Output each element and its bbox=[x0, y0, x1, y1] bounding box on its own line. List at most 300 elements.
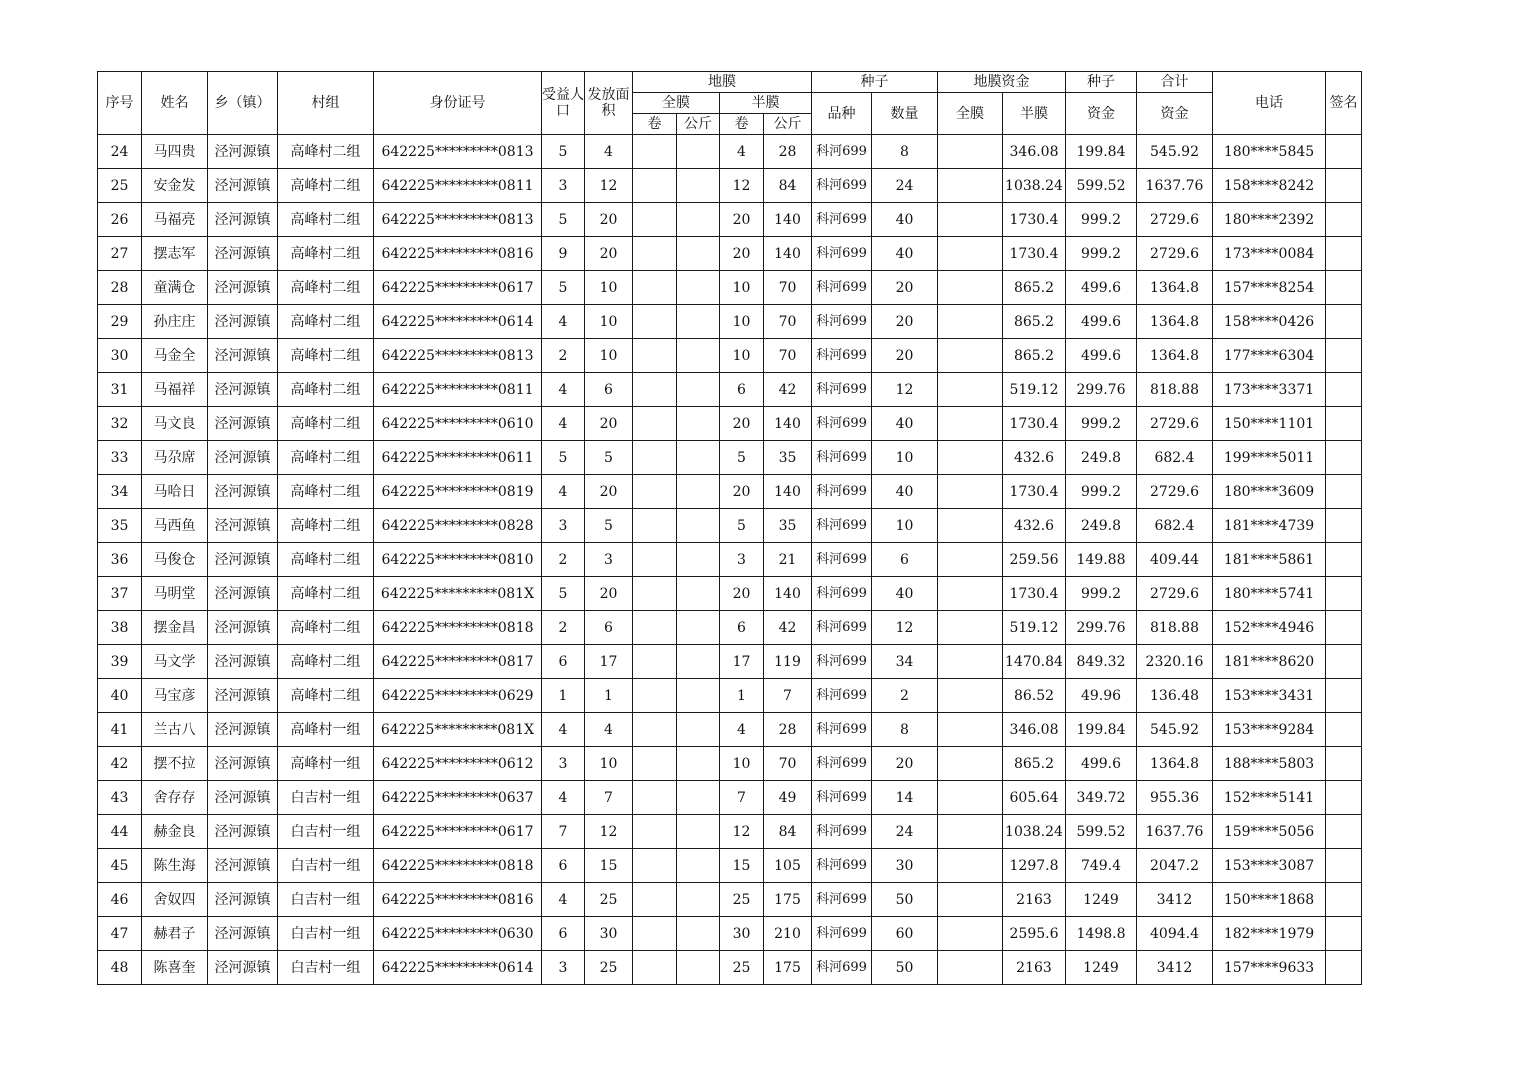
cell-full-kg bbox=[677, 781, 720, 815]
cell-phone: 153****9284 bbox=[1213, 713, 1326, 747]
cell-half-roll: 20 bbox=[720, 237, 764, 271]
cell-area: 6 bbox=[585, 373, 633, 407]
cell-id: 642225*********0813 bbox=[374, 135, 542, 169]
cell-id: 642225*********0612 bbox=[374, 747, 542, 781]
cell-film-fund-half: 86.52 bbox=[1003, 679, 1066, 713]
cell-half-roll: 6 bbox=[720, 373, 764, 407]
cell-beneficiaries: 2 bbox=[542, 543, 585, 577]
cell-quantity: 24 bbox=[872, 815, 938, 849]
cell-township: 泾河源镇 bbox=[208, 815, 278, 849]
cell-half-kg: 7 bbox=[764, 679, 812, 713]
table-row bbox=[98, 917, 1362, 951]
cell-full-kg bbox=[677, 339, 720, 373]
cell-half-roll: 20 bbox=[720, 577, 764, 611]
cell-sign bbox=[1326, 543, 1362, 577]
cell-seed-fund: 499.6 bbox=[1066, 747, 1137, 781]
header-total-top: 合计 bbox=[1137, 72, 1213, 93]
cell-half-kg: 70 bbox=[764, 747, 812, 781]
cell-film-fund-half: 865.2 bbox=[1003, 747, 1066, 781]
cell-township: 泾河源镇 bbox=[208, 713, 278, 747]
table-row bbox=[98, 373, 1362, 407]
cell-quantity: 14 bbox=[872, 781, 938, 815]
cell-name: 马四贵 bbox=[142, 135, 208, 169]
cell-sign bbox=[1326, 781, 1362, 815]
cell-area: 5 bbox=[585, 509, 633, 543]
cell-half-kg: 175 bbox=[764, 883, 812, 917]
cell-half-kg: 49 bbox=[764, 781, 812, 815]
cell-half-roll: 25 bbox=[720, 951, 764, 985]
cell-id: 642225*********0817 bbox=[374, 645, 542, 679]
cell-sign bbox=[1326, 169, 1362, 203]
cell-seed-fund: 249.8 bbox=[1066, 441, 1137, 475]
cell-id: 642225*********0811 bbox=[374, 373, 542, 407]
cell-phone: 158****8242 bbox=[1213, 169, 1326, 203]
cell-village: 高峰村二组 bbox=[278, 407, 374, 441]
cell-quantity: 20 bbox=[872, 339, 938, 373]
cell-half-roll: 4 bbox=[720, 135, 764, 169]
cell-no: 24 bbox=[98, 135, 142, 169]
cell-id: 642225*********0630 bbox=[374, 917, 542, 951]
table-row bbox=[98, 577, 1362, 611]
cell-variety: 科河699 bbox=[812, 951, 872, 985]
cell-area: 20 bbox=[585, 475, 633, 509]
cell-phone: 188****5803 bbox=[1213, 747, 1326, 781]
cell-full-roll bbox=[633, 135, 677, 169]
cell-township: 泾河源镇 bbox=[208, 475, 278, 509]
header-variety: 品种 bbox=[812, 93, 872, 135]
cell-total: 1637.76 bbox=[1137, 169, 1213, 203]
header-full-kg: 公斤 bbox=[677, 114, 720, 135]
cell-no: 32 bbox=[98, 407, 142, 441]
cell-no: 41 bbox=[98, 713, 142, 747]
cell-total: 2729.6 bbox=[1137, 203, 1213, 237]
cell-seed-fund: 299.76 bbox=[1066, 611, 1137, 645]
cell-film-fund-full bbox=[938, 441, 1003, 475]
cell-half-kg: 140 bbox=[764, 407, 812, 441]
cell-variety: 科河699 bbox=[812, 611, 872, 645]
cell-seed-fund: 1498.8 bbox=[1066, 917, 1137, 951]
cell-beneficiaries: 5 bbox=[542, 577, 585, 611]
cell-village: 高峰村二组 bbox=[278, 305, 374, 339]
cell-no: 36 bbox=[98, 543, 142, 577]
cell-sign bbox=[1326, 441, 1362, 475]
cell-full-roll bbox=[633, 271, 677, 305]
cell-full-roll bbox=[633, 237, 677, 271]
cell-village: 高峰村二组 bbox=[278, 203, 374, 237]
cell-full-roll bbox=[633, 849, 677, 883]
cell-village: 高峰村二组 bbox=[278, 169, 374, 203]
cell-quantity: 12 bbox=[872, 373, 938, 407]
cell-variety: 科河699 bbox=[812, 849, 872, 883]
cell-phone: 181****8620 bbox=[1213, 645, 1326, 679]
cell-township: 泾河源镇 bbox=[208, 407, 278, 441]
cell-film-fund-full bbox=[938, 407, 1003, 441]
cell-half-roll: 7 bbox=[720, 781, 764, 815]
cell-half-roll: 20 bbox=[720, 203, 764, 237]
cell-no: 43 bbox=[98, 781, 142, 815]
cell-sign bbox=[1326, 407, 1362, 441]
cell-half-roll: 10 bbox=[720, 271, 764, 305]
cell-township: 泾河源镇 bbox=[208, 169, 278, 203]
cell-beneficiaries: 4 bbox=[542, 305, 585, 339]
cell-film-fund-half: 2163 bbox=[1003, 951, 1066, 985]
cell-name: 马西鱼 bbox=[142, 509, 208, 543]
cell-seed-fund: 149.88 bbox=[1066, 543, 1137, 577]
cell-beneficiaries: 4 bbox=[542, 475, 585, 509]
cell-name: 马俊仓 bbox=[142, 543, 208, 577]
cell-full-roll bbox=[633, 781, 677, 815]
cell-phone: 180****5845 bbox=[1213, 135, 1326, 169]
cell-total: 682.4 bbox=[1137, 441, 1213, 475]
cell-total: 136.48 bbox=[1137, 679, 1213, 713]
header-seed-fund-bottom: 资金 bbox=[1066, 93, 1137, 135]
cell-full-kg bbox=[677, 407, 720, 441]
cell-name: 兰古八 bbox=[142, 713, 208, 747]
cell-half-kg: 42 bbox=[764, 373, 812, 407]
cell-film-fund-full bbox=[938, 271, 1003, 305]
cell-no: 37 bbox=[98, 577, 142, 611]
cell-full-roll bbox=[633, 475, 677, 509]
cell-phone: 180****5741 bbox=[1213, 577, 1326, 611]
cell-film-fund-full bbox=[938, 237, 1003, 271]
table-row bbox=[98, 747, 1362, 781]
cell-no: 31 bbox=[98, 373, 142, 407]
table-row bbox=[98, 543, 1362, 577]
cell-half-kg: 140 bbox=[764, 475, 812, 509]
header-phone: 电话 bbox=[1213, 72, 1326, 135]
cell-seed-fund: 999.2 bbox=[1066, 475, 1137, 509]
cell-total: 818.88 bbox=[1137, 611, 1213, 645]
cell-beneficiaries: 1 bbox=[542, 679, 585, 713]
cell-quantity: 40 bbox=[872, 407, 938, 441]
cell-half-roll: 12 bbox=[720, 169, 764, 203]
cell-half-kg: 210 bbox=[764, 917, 812, 951]
cell-area: 10 bbox=[585, 305, 633, 339]
cell-half-roll: 4 bbox=[720, 713, 764, 747]
cell-phone: 150****1101 bbox=[1213, 407, 1326, 441]
cell-sign bbox=[1326, 951, 1362, 985]
cell-half-roll: 20 bbox=[720, 407, 764, 441]
cell-quantity: 20 bbox=[872, 747, 938, 781]
cell-village: 白吉村一组 bbox=[278, 815, 374, 849]
cell-variety: 科河699 bbox=[812, 815, 872, 849]
cell-sign bbox=[1326, 917, 1362, 951]
cell-full-roll bbox=[633, 509, 677, 543]
cell-township: 泾河源镇 bbox=[208, 781, 278, 815]
cell-sign bbox=[1326, 305, 1362, 339]
cell-township: 泾河源镇 bbox=[208, 373, 278, 407]
cell-phone: 181****4739 bbox=[1213, 509, 1326, 543]
cell-township: 泾河源镇 bbox=[208, 271, 278, 305]
cell-beneficiaries: 3 bbox=[542, 747, 585, 781]
cell-beneficiaries: 4 bbox=[542, 407, 585, 441]
cell-film-fund-full bbox=[938, 815, 1003, 849]
cell-name: 陈喜奎 bbox=[142, 951, 208, 985]
cell-beneficiaries: 5 bbox=[542, 271, 585, 305]
cell-total: 1364.8 bbox=[1137, 339, 1213, 373]
cell-film-fund-full bbox=[938, 373, 1003, 407]
cell-half-kg: 140 bbox=[764, 203, 812, 237]
cell-name: 孙庄庄 bbox=[142, 305, 208, 339]
header-full-roll: 卷 bbox=[633, 114, 677, 135]
cell-quantity: 50 bbox=[872, 951, 938, 985]
table-row bbox=[98, 679, 1362, 713]
cell-variety: 科河699 bbox=[812, 203, 872, 237]
cell-total: 4094.4 bbox=[1137, 917, 1213, 951]
cell-beneficiaries: 4 bbox=[542, 883, 585, 917]
cell-seed-fund: 749.4 bbox=[1066, 849, 1137, 883]
cell-full-kg bbox=[677, 475, 720, 509]
table-body bbox=[98, 135, 1362, 985]
cell-half-kg: 70 bbox=[764, 271, 812, 305]
header-area: 发放面积 bbox=[585, 72, 633, 135]
cell-sign bbox=[1326, 679, 1362, 713]
cell-beneficiaries: 3 bbox=[542, 169, 585, 203]
cell-village: 高峰村二组 bbox=[278, 543, 374, 577]
cell-beneficiaries: 6 bbox=[542, 917, 585, 951]
cell-film-fund-half: 519.12 bbox=[1003, 611, 1066, 645]
cell-half-kg: 35 bbox=[764, 441, 812, 475]
cell-full-roll bbox=[633, 543, 677, 577]
header-total-bottom: 资金 bbox=[1137, 93, 1213, 135]
cell-full-roll bbox=[633, 713, 677, 747]
cell-half-roll: 5 bbox=[720, 509, 764, 543]
cell-variety: 科河699 bbox=[812, 713, 872, 747]
cell-area: 17 bbox=[585, 645, 633, 679]
cell-sign bbox=[1326, 849, 1362, 883]
cell-id: 642225*********0810 bbox=[374, 543, 542, 577]
cell-seed-fund: 499.6 bbox=[1066, 305, 1137, 339]
cell-seed-fund: 599.52 bbox=[1066, 815, 1137, 849]
cell-film-fund-full bbox=[938, 883, 1003, 917]
cell-full-roll bbox=[633, 169, 677, 203]
cell-variety: 科河699 bbox=[812, 577, 872, 611]
cell-total: 3412 bbox=[1137, 883, 1213, 917]
cell-phone: 181****5861 bbox=[1213, 543, 1326, 577]
cell-township: 泾河源镇 bbox=[208, 951, 278, 985]
cell-total: 682.4 bbox=[1137, 509, 1213, 543]
cell-beneficiaries: 6 bbox=[542, 645, 585, 679]
cell-film-fund-full bbox=[938, 781, 1003, 815]
cell-film-fund-full bbox=[938, 543, 1003, 577]
cell-half-roll: 10 bbox=[720, 339, 764, 373]
cell-phone: 180****2392 bbox=[1213, 203, 1326, 237]
cell-area: 4 bbox=[585, 135, 633, 169]
cell-film-fund-full bbox=[938, 509, 1003, 543]
cell-phone: 199****5011 bbox=[1213, 441, 1326, 475]
cell-area: 7 bbox=[585, 781, 633, 815]
cell-full-kg bbox=[677, 305, 720, 339]
cell-area: 25 bbox=[585, 951, 633, 985]
cell-area: 12 bbox=[585, 815, 633, 849]
cell-quantity: 8 bbox=[872, 713, 938, 747]
cell-half-kg: 28 bbox=[764, 135, 812, 169]
cell-seed-fund: 1249 bbox=[1066, 951, 1137, 985]
cell-full-roll bbox=[633, 883, 677, 917]
cell-id: 642225*********0818 bbox=[374, 611, 542, 645]
cell-full-kg bbox=[677, 951, 720, 985]
cell-sign bbox=[1326, 883, 1362, 917]
cell-seed-fund: 199.84 bbox=[1066, 713, 1137, 747]
cell-area: 1 bbox=[585, 679, 633, 713]
cell-half-roll: 1 bbox=[720, 679, 764, 713]
cell-seed-fund: 599.52 bbox=[1066, 169, 1137, 203]
cell-name: 马明堂 bbox=[142, 577, 208, 611]
cell-township: 泾河源镇 bbox=[208, 679, 278, 713]
cell-full-roll bbox=[633, 815, 677, 849]
cell-village: 高峰村二组 bbox=[278, 679, 374, 713]
cell-id: 642225*********0614 bbox=[374, 951, 542, 985]
header-film: 地膜 bbox=[633, 72, 812, 93]
cell-beneficiaries: 5 bbox=[542, 135, 585, 169]
cell-seed-fund: 999.2 bbox=[1066, 203, 1137, 237]
cell-seed-fund: 849.32 bbox=[1066, 645, 1137, 679]
cell-no: 44 bbox=[98, 815, 142, 849]
cell-film-fund-half: 519.12 bbox=[1003, 373, 1066, 407]
cell-quantity: 10 bbox=[872, 509, 938, 543]
cell-phone: 152****4946 bbox=[1213, 611, 1326, 645]
cell-village: 高峰村一组 bbox=[278, 747, 374, 781]
cell-id: 642225*********0637 bbox=[374, 781, 542, 815]
cell-no: 25 bbox=[98, 169, 142, 203]
cell-film-fund-full bbox=[938, 645, 1003, 679]
cell-area: 20 bbox=[585, 203, 633, 237]
cell-name: 马福亮 bbox=[142, 203, 208, 237]
cell-beneficiaries: 7 bbox=[542, 815, 585, 849]
cell-name: 马文学 bbox=[142, 645, 208, 679]
cell-phone: 152****5141 bbox=[1213, 781, 1326, 815]
table-row bbox=[98, 475, 1362, 509]
cell-village: 白吉村一组 bbox=[278, 849, 374, 883]
cell-name: 摆不拉 bbox=[142, 747, 208, 781]
table-row bbox=[98, 339, 1362, 373]
cell-half-roll: 17 bbox=[720, 645, 764, 679]
cell-sign bbox=[1326, 203, 1362, 237]
cell-film-fund-half: 1038.24 bbox=[1003, 169, 1066, 203]
cell-half-roll: 6 bbox=[720, 611, 764, 645]
cell-half-roll: 30 bbox=[720, 917, 764, 951]
cell-id: 642225*********0811 bbox=[374, 169, 542, 203]
cell-full-kg bbox=[677, 645, 720, 679]
cell-total: 545.92 bbox=[1137, 713, 1213, 747]
cell-township: 泾河源镇 bbox=[208, 747, 278, 781]
cell-sign bbox=[1326, 475, 1362, 509]
cell-no: 42 bbox=[98, 747, 142, 781]
cell-phone: 173****3371 bbox=[1213, 373, 1326, 407]
cell-full-kg bbox=[677, 203, 720, 237]
cell-total: 2320.16 bbox=[1137, 645, 1213, 679]
header-name: 姓名 bbox=[142, 72, 208, 135]
table-row bbox=[98, 407, 1362, 441]
cell-half-kg: 42 bbox=[764, 611, 812, 645]
cell-variety: 科河699 bbox=[812, 407, 872, 441]
cell-full-roll bbox=[633, 577, 677, 611]
cell-no: 26 bbox=[98, 203, 142, 237]
cell-area: 30 bbox=[585, 917, 633, 951]
cell-variety: 科河699 bbox=[812, 781, 872, 815]
cell-no: 39 bbox=[98, 645, 142, 679]
cell-quantity: 12 bbox=[872, 611, 938, 645]
cell-variety: 科河699 bbox=[812, 475, 872, 509]
cell-sign bbox=[1326, 339, 1362, 373]
subsidy-distribution-table bbox=[97, 71, 1362, 985]
cell-no: 45 bbox=[98, 849, 142, 883]
cell-sign bbox=[1326, 135, 1362, 169]
header-film-fund-full: 全膜 bbox=[938, 93, 1003, 135]
cell-film-fund-half: 1730.4 bbox=[1003, 203, 1066, 237]
cell-village: 高峰村二组 bbox=[278, 611, 374, 645]
cell-half-kg: 140 bbox=[764, 577, 812, 611]
cell-quantity: 10 bbox=[872, 441, 938, 475]
header-seed-fund-top: 种子 bbox=[1066, 72, 1137, 93]
cell-no: 46 bbox=[98, 883, 142, 917]
table-row bbox=[98, 951, 1362, 985]
cell-sign bbox=[1326, 373, 1362, 407]
cell-half-roll: 25 bbox=[720, 883, 764, 917]
cell-township: 泾河源镇 bbox=[208, 917, 278, 951]
cell-full-kg bbox=[677, 849, 720, 883]
cell-township: 泾河源镇 bbox=[208, 237, 278, 271]
cell-seed-fund: 299.76 bbox=[1066, 373, 1137, 407]
cell-id: 642225*********0818 bbox=[374, 849, 542, 883]
cell-half-kg: 70 bbox=[764, 305, 812, 339]
cell-half-kg: 119 bbox=[764, 645, 812, 679]
cell-total: 3412 bbox=[1137, 951, 1213, 985]
cell-id: 642225*********0819 bbox=[374, 475, 542, 509]
cell-township: 泾河源镇 bbox=[208, 543, 278, 577]
cell-full-kg bbox=[677, 883, 720, 917]
cell-variety: 科河699 bbox=[812, 237, 872, 271]
cell-area: 20 bbox=[585, 577, 633, 611]
cell-film-fund-full bbox=[938, 747, 1003, 781]
cell-variety: 科河699 bbox=[812, 441, 872, 475]
cell-film-fund-full bbox=[938, 713, 1003, 747]
cell-area: 12 bbox=[585, 169, 633, 203]
cell-phone: 177****6304 bbox=[1213, 339, 1326, 373]
cell-variety: 科河699 bbox=[812, 339, 872, 373]
cell-no: 29 bbox=[98, 305, 142, 339]
cell-half-kg: 70 bbox=[764, 339, 812, 373]
cell-name: 马福祥 bbox=[142, 373, 208, 407]
cell-full-kg bbox=[677, 509, 720, 543]
cell-seed-fund: 999.2 bbox=[1066, 407, 1137, 441]
cell-beneficiaries: 2 bbox=[542, 611, 585, 645]
cell-full-kg bbox=[677, 169, 720, 203]
cell-phone: 153****3431 bbox=[1213, 679, 1326, 713]
cell-township: 泾河源镇 bbox=[208, 305, 278, 339]
cell-film-fund-half: 865.2 bbox=[1003, 339, 1066, 373]
cell-sign bbox=[1326, 815, 1362, 849]
cell-quantity: 20 bbox=[872, 271, 938, 305]
cell-half-kg: 84 bbox=[764, 815, 812, 849]
cell-sign bbox=[1326, 577, 1362, 611]
header-full-film: 全膜 bbox=[633, 93, 720, 114]
cell-phone: 182****1979 bbox=[1213, 917, 1326, 951]
cell-full-roll bbox=[633, 407, 677, 441]
cell-sign bbox=[1326, 237, 1362, 271]
cell-id: 642225*********0617 bbox=[374, 815, 542, 849]
cell-full-roll bbox=[633, 203, 677, 237]
cell-variety: 科河699 bbox=[812, 271, 872, 305]
cell-village: 高峰村二组 bbox=[278, 509, 374, 543]
header-seed: 种子 bbox=[812, 72, 938, 93]
cell-half-roll: 10 bbox=[720, 305, 764, 339]
cell-full-kg bbox=[677, 815, 720, 849]
cell-quantity: 20 bbox=[872, 305, 938, 339]
cell-area: 5 bbox=[585, 441, 633, 475]
cell-full-roll bbox=[633, 951, 677, 985]
cell-variety: 科河699 bbox=[812, 169, 872, 203]
